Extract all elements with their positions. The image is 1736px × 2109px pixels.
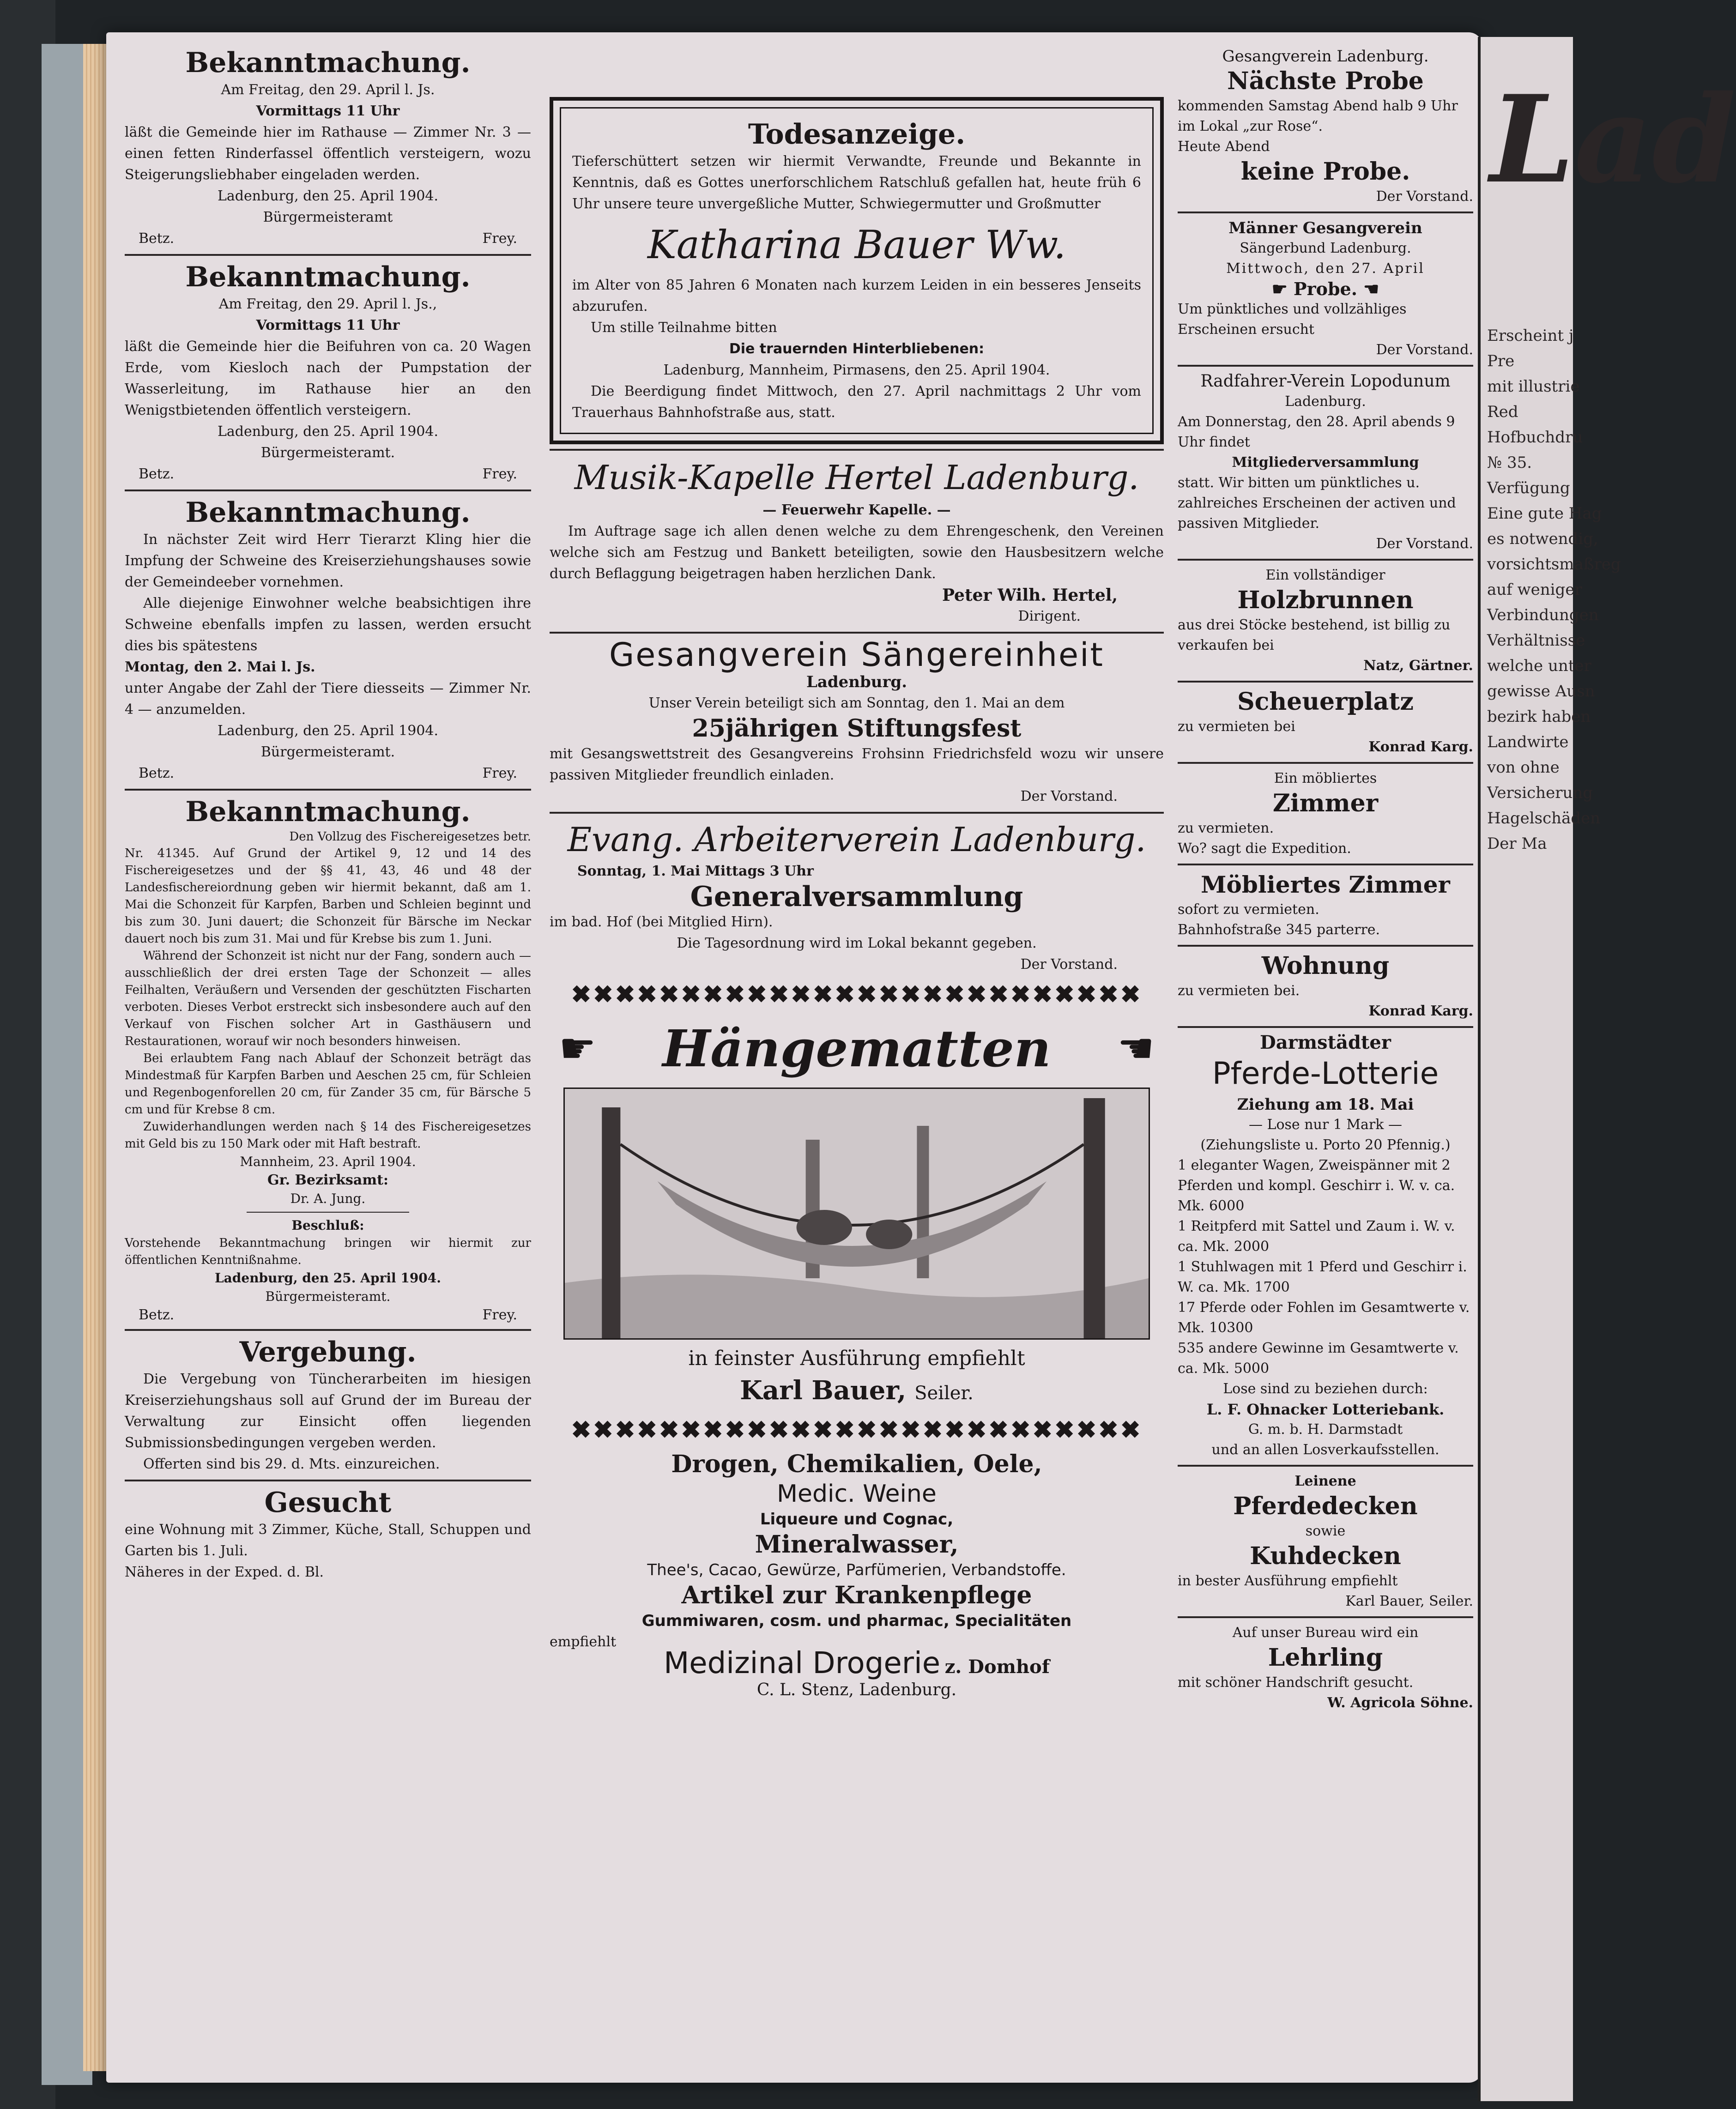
ad-head: Nächste Probe xyxy=(1227,67,1424,95)
ad-body: sofort zu vermieten. xyxy=(1178,901,1319,918)
next-page-line: von ohne xyxy=(1487,758,1560,777)
ad-body: mit Gesangswettstreit des Gesangvereins Frohsinn Friedrichsfeld wozu wir unsere passiven Mitglieder freundlich einladen. xyxy=(550,746,1164,783)
signature: Der Vorstand. xyxy=(1376,536,1473,552)
notice-title: Bekanntmachung. xyxy=(185,496,471,529)
lottery-draw: Ziehung am 18. Mai xyxy=(1237,1095,1414,1114)
divider xyxy=(1178,864,1473,865)
ad-head: keine Probe. xyxy=(1240,157,1410,186)
death-places: Ladenburg, Mannheim, Pirmasens, den 25. April 1904. xyxy=(663,362,1050,378)
shop-owner: C. L. Stenz, Ladenburg. xyxy=(756,1680,957,1699)
ad-line: Mineralwasser, xyxy=(755,1530,959,1559)
ad-barn-space xyxy=(1178,687,1473,757)
lottery-seller: L. F. Ohnacker Lotteriebank. xyxy=(1206,1401,1445,1418)
ad-line: empfiehlt xyxy=(550,1634,617,1650)
divider xyxy=(1178,762,1473,764)
divider xyxy=(247,1212,409,1213)
ad-body: Die Tagesordnung wird im Lokal bekannt gegeben. xyxy=(677,935,1037,951)
ad-subtitle: — Feuerwehr Kapelle. — xyxy=(762,502,951,518)
ad-title: Evang. Arbeiterverein Ladenburg. xyxy=(567,820,1146,859)
ad-head: Wohnung xyxy=(1261,952,1390,980)
ad-body: statt. Wir bitten um pünktliches u. zahlreiches Erscheinen der activen und passiven Mitglieder. xyxy=(1178,475,1456,532)
notice-office: Bürgermeisteramt. xyxy=(265,1289,391,1304)
column-middle xyxy=(550,46,1164,1701)
ad-body: Unser Verein beteiligt sich am Sonntag, den 1. Mai an dem xyxy=(648,695,1065,711)
divider xyxy=(125,489,531,491)
ad-line: Ein vollständiger xyxy=(1265,567,1385,583)
divider xyxy=(125,1480,531,1481)
ad-event: Probe. xyxy=(1294,278,1357,299)
next-page-line: Versicherung xyxy=(1487,784,1593,802)
next-page-line: Pre xyxy=(1487,352,1515,370)
ad-choir-probe xyxy=(1178,46,1473,207)
ad-seller: Karl Bauer, xyxy=(740,1375,907,1406)
deceased-name: Katharina Bauer Ww. xyxy=(647,222,1066,267)
ad-workers-union xyxy=(550,818,1164,975)
notice-date: Am Freitag, den 29. April l. Js., xyxy=(218,296,437,312)
ad-title: Radfahrer-Verein Lopodunum xyxy=(1200,372,1451,391)
ad-date: Mittwoch, den 27. April xyxy=(1226,260,1425,277)
next-page-line: Landwirte xyxy=(1487,733,1569,751)
ad-address: Bahnhofstraße 345 parterre. xyxy=(1178,922,1380,938)
signature: W. Agricola Söhne. xyxy=(1327,1695,1473,1711)
ad-head: Kuhdecken xyxy=(1250,1542,1401,1570)
notice-body: Während der Schonzeit ist nicht nur der Fang, sondern auch — ausschließlich der drei ersten Tage der Schonzeit — alles Feilhalten, Veräußern und Versenden der geschützten Fischarten verboten. Dieses Verbot erstreckt sich insbesondere auch auf den Verkauf von Fischen solcher Art in Gasthäusern und Restaurationen, worauf wir noch besonders hinweisen. xyxy=(125,949,531,1048)
ad-title: Gesucht xyxy=(264,1487,392,1519)
ad-title: Männer Gesangverein xyxy=(1228,219,1422,237)
signature: Betz. xyxy=(139,1307,175,1323)
ad-title: Gesangverein Ladenburg. xyxy=(1222,47,1429,66)
ad-line: Gummiwaren, cosm. und pharmac, Specialitäten xyxy=(641,1612,1072,1630)
notice-body: Die Vergebung von Tüncherarbeiten im hiesigen Kreiserziehungshaus soll auf Grund der im Bureau der Verwaltung zur Einsicht offen liegenden Submissionsbedingungen vergeben werden. xyxy=(125,1371,531,1451)
divider xyxy=(125,1329,531,1331)
ad-horse-blankets xyxy=(1178,1471,1473,1612)
divider xyxy=(1178,1465,1473,1467)
notice-time: Vormittags 11 Uhr xyxy=(256,103,400,119)
funeral-info: Die Beerdigung findet Mittwoch, den 27. April nachmittags 2 Uhr vom Trauerhaus Bahnhofstraße aus, statt. xyxy=(572,383,1141,421)
ad-date: Sonntag, 1. Mai Mittags 3 Uhr xyxy=(577,863,814,879)
ad-head: Lehrling xyxy=(1268,1644,1383,1672)
death-body: im Alter von 85 Jahren 6 Monaten nach kurzem Leiden in ein besseres Jenseits abzurufen. xyxy=(572,277,1141,314)
ad-horse-lottery xyxy=(1178,1033,1473,1460)
ad-head: Holzbrunnen xyxy=(1237,586,1414,614)
next-page-line: es notwendig, xyxy=(1487,530,1598,548)
ad-hammocks xyxy=(550,1014,1164,1411)
notice-body: läßt die Gemeinde hier im Rathause — Zimmer Nr. 3 — einen fetten Rinderfassel öffentlich versteigern, wozu Steigerungsliebhaber eingeladen werden. xyxy=(125,124,531,183)
signature: Der Vorstand. xyxy=(1376,342,1473,358)
ad-subtitle: Sängerbund Ladenburg. xyxy=(1240,240,1411,256)
signature: Betz. xyxy=(139,765,175,781)
mourners: Die trauernden Hinterbliebenen: xyxy=(729,341,985,357)
divider xyxy=(1178,212,1473,213)
divider xyxy=(1178,681,1473,683)
lottery-prize: 1 Stuhlwagen mit 1 Pferd und Geschirr i. W. ca. Mk. 1700 xyxy=(1178,1259,1467,1295)
notice-place: Ladenburg, den 25. April 1904. xyxy=(214,1270,442,1286)
ad-city: Ladenburg. xyxy=(806,673,907,691)
ad-event: Mitgliederversammlung xyxy=(1232,454,1419,471)
signature: Der Vorstand. xyxy=(1020,956,1118,973)
lottery-prize: 1 Reitpferd mit Sattel und Zaum i. W. v. ca. Mk. 2000 xyxy=(1178,1218,1455,1255)
lottery-seller: und an allen Losverkaufsstellen. xyxy=(1211,1442,1440,1458)
next-page-masthead: Lad xyxy=(1490,69,1736,210)
ad-head: Zimmer xyxy=(1272,789,1379,817)
divider xyxy=(1178,365,1473,367)
ad-head: Pferde-Lotterie xyxy=(1212,1056,1439,1091)
ad-mens-choir xyxy=(1178,218,1473,360)
decree-body: Vorstehende Bekanntmachung bringen wir hiermit zur öffentlichen Kenntnißnahme. xyxy=(125,1236,531,1267)
signature: Frey. xyxy=(482,765,517,781)
divider xyxy=(1178,559,1473,561)
next-page-line: vorsichtsmaßreg xyxy=(1487,555,1621,574)
ad-body: kommenden Samstag Abend halb 9 Uhr im Lokal „zur Rose“. xyxy=(1178,98,1458,134)
lottery-prize: 535 andere Gewinne im Gesamtwerte v. ca. Mk. 5000 xyxy=(1178,1340,1459,1377)
next-page-line: Verfügung xyxy=(1487,479,1570,497)
pointing-hand-right-icon: ☛ xyxy=(1271,278,1294,299)
pointing-hand-left-icon: ☚ xyxy=(1357,278,1379,299)
signature: Konrad Karg. xyxy=(1368,739,1473,755)
ad-line: Ein möbliertes xyxy=(1274,770,1377,786)
ad-music-band xyxy=(550,455,1164,627)
divider xyxy=(550,449,1164,451)
ad-body: aus drei Stöcke bestehend, ist billig zu verkaufen bei xyxy=(1178,617,1451,653)
notice-office: Bürgermeisteramt xyxy=(263,209,393,225)
ad-trade: Seiler. xyxy=(914,1383,974,1404)
ad-apprentice xyxy=(1178,1623,1473,1713)
ad-apartment xyxy=(1178,951,1473,1021)
ad-line: Artikel zur Krankenpflege xyxy=(681,1581,1032,1609)
ad-body: Um pünktliches und vollzähliges Erscheinen ersucht xyxy=(1178,301,1407,338)
signature: Der Vorstand. xyxy=(1020,788,1118,804)
notice-place: Ladenburg, den 25. April 1904. xyxy=(217,723,439,739)
next-page-line: gewisse Ausn xyxy=(1487,682,1595,701)
notice-body: Offerten sind bis 29. d. Mts. einzureichen. xyxy=(143,1456,440,1472)
notice-place: Ladenburg, den 25. April 1904. xyxy=(217,188,439,204)
notice-subject: Den Vollzug des Fischereigesetzes betr. xyxy=(289,830,531,844)
cross-border: ✖✖✖✖✖✖✖✖✖✖✖✖✖✖✖✖✖✖✖✖✖✖✖✖✖✖ xyxy=(571,980,1143,1009)
ad-furnished-room xyxy=(1178,870,1473,940)
death-body: Um stille Teilnahme bitten xyxy=(591,320,777,336)
next-page-line: mit illustrie xyxy=(1487,377,1580,396)
ad-wooden-well xyxy=(1178,565,1473,676)
ad-place: im bad. Hof (bei Mitglied Hirn). xyxy=(550,914,773,930)
lottery-seller-intro: Lose sind zu beziehen durch: xyxy=(1223,1381,1428,1397)
signature: Frey. xyxy=(482,1307,517,1323)
next-page-line: bezirk haben xyxy=(1487,707,1591,726)
lottery-list: (Ziehungsliste u. Porto 20 Pfennig.) xyxy=(1200,1137,1451,1153)
notice-earth-transport xyxy=(125,260,531,485)
ad-cycling-club xyxy=(1178,371,1473,554)
notice-title: Bekanntmachung. xyxy=(185,796,471,828)
ad-line: Liqueure und Cognac, xyxy=(760,1510,954,1529)
signature: Der Vorstand. xyxy=(1376,188,1473,205)
signature: Frey. xyxy=(482,230,517,247)
notice-time: Vormittags 11 Uhr xyxy=(256,317,400,333)
ad-body: in bester Ausführung empfiehlt xyxy=(1178,1573,1398,1589)
next-page-line: Der Ma xyxy=(1487,834,1547,853)
next-page-line: Hofbuchdru xyxy=(1487,428,1583,447)
lottery-price: — Lose nur 1 Mark — xyxy=(1248,1117,1402,1133)
next-page-edge xyxy=(1478,37,1736,2101)
signature: Betz. xyxy=(139,230,175,247)
pointing-hand-right-icon: ☛ xyxy=(559,1024,596,1073)
ad-line: Drogen, Chemikalien, Oele, xyxy=(671,1450,1042,1478)
ad-body: zu vermieten bei. xyxy=(1178,983,1300,999)
ad-head: Pferdedecken xyxy=(1233,1492,1418,1520)
signature: Frey. xyxy=(482,466,517,482)
ad-wanted xyxy=(125,1486,531,1583)
ad-contact: Näheres in der Exped. d. Bl. xyxy=(125,1564,324,1580)
next-page-line: welche unter xyxy=(1487,657,1591,675)
column-left xyxy=(125,46,531,1583)
ad-body: Im Auftrage sage ich allen denen welche zu dem Ehrengeschenk, den Vereinen welche sich am Festzug und Bankett beteiligten, sowie den Hausbesitzern welche durch Beflaggung beigetragen haben herzlichen Dank. xyxy=(550,523,1164,582)
ad-title: Musik-Kapelle Hertel Ladenburg. xyxy=(574,458,1139,497)
ad-room xyxy=(1178,768,1473,859)
notice-fishery-law xyxy=(125,795,531,1324)
signature-role: Dirigent. xyxy=(1018,608,1081,624)
notice-date: Am Freitag, den 29. April l. Js. xyxy=(221,82,435,98)
death-notice-frame xyxy=(550,97,1164,444)
ad-line: Darmstädter xyxy=(1260,1032,1391,1053)
ad-city: Ladenburg. xyxy=(1285,393,1366,410)
next-page-line: Eine gute Hag xyxy=(1487,504,1602,523)
divider xyxy=(1178,945,1473,947)
next-page-line: Erscheint j xyxy=(1487,326,1574,345)
divider xyxy=(125,254,531,256)
lottery-seller: G. m. b. H. Darmstadt xyxy=(1248,1421,1403,1438)
death-body: Tieferschüttert setzen wir hiermit Verwandte, Freunde und Bekannte in Kenntnis, daß es Gottes unerforschlichem Ratschluß gefallen hat, heute früh 6 Uhr unsere teure unvergeßliche Mutter, Schwiegermutter und Großmutter xyxy=(572,153,1141,212)
notice-body: Nr. 41345. Auf Grund der Artikel 9, 12 und 14 des Fischereigesetzes und der §§ 41, 43, 46 und 48 der Landesfischereiordnung geben wir hiermit bekannt, daß am 1. Mai die Schonzeit für Karpfen, Barben und Schleien beginnt und bis zum 30. Juni dauert; die Schonzeit für Bärsche im Neckar dauert noch bis zum 31. Mai und für Krebse bis zum 1. Juni. xyxy=(125,846,531,946)
column-right xyxy=(1178,46,1473,1713)
ad-body: eine Wohnung mit 3 Zimmer, Küche, Stall, Schuppen und Garten bis 1. Juli. xyxy=(125,1522,531,1559)
decree-title: Beschluß: xyxy=(291,1218,364,1233)
ad-line: sowie xyxy=(1305,1523,1346,1539)
ad-line: Auf unser Bureau wird ein xyxy=(1232,1625,1419,1641)
ad-title: Hängematten xyxy=(662,1019,1051,1078)
signature: Peter Wilh. Hertel, xyxy=(942,586,1118,605)
ad-choir-saengereinheit xyxy=(550,638,1164,807)
notice-body: In nächster Zeit wird Herr Tierarzt Kling hier die Impfung der Schweine des Kreiserziehungshauses sowie der Gemeindeeber vornehmen. xyxy=(125,532,531,590)
next-page-line: Red xyxy=(1487,403,1518,421)
hammock-illustration xyxy=(563,1088,1150,1340)
next-page-line: Hagelschäden xyxy=(1487,809,1601,828)
notice-place: Ladenburg, den 25. April 1904. xyxy=(217,423,439,440)
divider xyxy=(550,812,1164,814)
signature: Betz. xyxy=(139,466,175,482)
lottery-prize: 17 Pferde oder Fohlen im Gesamtwerte v. Mk. 10300 xyxy=(1178,1299,1470,1336)
signature: Dr. A. Jung. xyxy=(290,1191,366,1206)
notice-body: Zuwiderhandlungen werden nach § 14 des Fischereigesetzes mit Geld bis zu 150 Mark oder mit Haft bestraft. xyxy=(125,1120,531,1151)
next-page-line: № 35. xyxy=(1487,453,1532,472)
ad-line: Thee's, Cacao, Gewürze, Parfümerien, Verbandstoffe. xyxy=(647,1561,1066,1579)
ad-line: Leinene xyxy=(1294,1473,1356,1489)
next-page-line: Verhältnisse xyxy=(1487,631,1585,650)
notice-title: Vergebung. xyxy=(239,1336,417,1368)
notice-body: Bei erlaubtem Fang nach Ablauf der Schonzeit beträgt das Mindestmaß für Karpfen Barben und Aeschen 25 cm, für Schleien und Regenbogenforellen 20 cm, für Zander 35 cm, für Bärsche 5 cm und für Krebse 8 cm. xyxy=(125,1051,531,1117)
next-page-line: Verbindungen xyxy=(1487,606,1599,624)
notice-title: Bekanntmachung. xyxy=(185,47,471,79)
ad-line: Medic. Weine xyxy=(777,1480,937,1508)
shop-name: Medizinal Drogerie xyxy=(664,1646,941,1680)
divider xyxy=(125,789,531,791)
ad-body: Am Donnerstag, den 28. April abends 9 Uhr findet xyxy=(1178,414,1455,450)
pointing-hand-left-icon: ☚ xyxy=(1117,1024,1155,1073)
ad-head: Scheuerplatz xyxy=(1237,688,1414,716)
death-title: Todesanzeige. xyxy=(748,118,966,151)
divider xyxy=(1178,1616,1473,1618)
ad-title: Gesangverein Sängereinheit xyxy=(609,636,1104,674)
notice-cattle-auction xyxy=(125,46,531,249)
ad-event: 25jährigen Stiftungsfest xyxy=(692,714,1022,743)
signature: Natz, Gärtner. xyxy=(1363,658,1473,674)
ad-body: zu vermieten. xyxy=(1178,820,1274,836)
notice-body: läßt die Gemeinde hier die Beifuhren von ca. 20 Wagen Erde, vom Kiesloch nach der Pumpstation der Wasserleitung, im Rathause hier an den Wenigstbietenden öffentlich versteigern. xyxy=(125,338,531,418)
notice-office: Gr. Bezirksamt: xyxy=(267,1172,389,1188)
ad-body: zu vermieten bei xyxy=(1178,719,1295,735)
notice-office: Bürgermeisteramt. xyxy=(260,445,395,461)
notice-body: unter Angabe der Zahl der Tiere diesseits — Zimmer Nr. 4 — anzumelden. xyxy=(125,680,531,718)
ad-drugstore xyxy=(550,1450,1164,1701)
signature: Konrad Karg. xyxy=(1368,1003,1473,1019)
ad-body: Heute Abend xyxy=(1178,139,1270,155)
cross-border: ✖✖✖✖✖✖✖✖✖✖✖✖✖✖✖✖✖✖✖✖✖✖✖✖✖✖ xyxy=(571,1416,1143,1444)
notice-place: Mannheim, 23. April 1904. xyxy=(240,1154,416,1169)
next-page-text xyxy=(1487,323,1621,857)
notice-deadline: Montag, den 2. Mai l. Js. xyxy=(125,659,315,675)
ad-body: mit schöner Handschrift gesucht. xyxy=(1178,1674,1414,1691)
divider xyxy=(550,632,1164,634)
divider xyxy=(1178,1026,1473,1028)
ad-body: Wo? sagt die Expedition. xyxy=(1178,840,1351,857)
notice-office: Bürgermeisteramt. xyxy=(260,744,395,760)
notice-contract xyxy=(125,1335,531,1475)
ad-body: in feinster Ausführung empfiehlt xyxy=(688,1347,1025,1370)
signature: Karl Bauer, Seiler. xyxy=(1345,1593,1473,1609)
notice-pig-vaccination xyxy=(125,496,531,784)
ad-head: Möbliertes Zimmer xyxy=(1201,871,1450,898)
ad-event: Generalversammlung xyxy=(690,881,1023,913)
shop-location: z. Domhof xyxy=(944,1656,1050,1678)
notice-body: Alle diejenige Einwohner welche beabsichtigen ihre Schweine ebenfalls impfen zu lassen, werden ersucht dies bis spätestens xyxy=(125,595,531,654)
lottery-prize: 1 eleganter Wagen, Zweispänner mit 2 Pferden und kompl. Geschirr i. W. v. ca. Mk. 6000 xyxy=(1178,1157,1455,1214)
notice-title: Bekanntmachung. xyxy=(185,261,471,293)
next-page-line: auf weniger xyxy=(1487,580,1582,599)
